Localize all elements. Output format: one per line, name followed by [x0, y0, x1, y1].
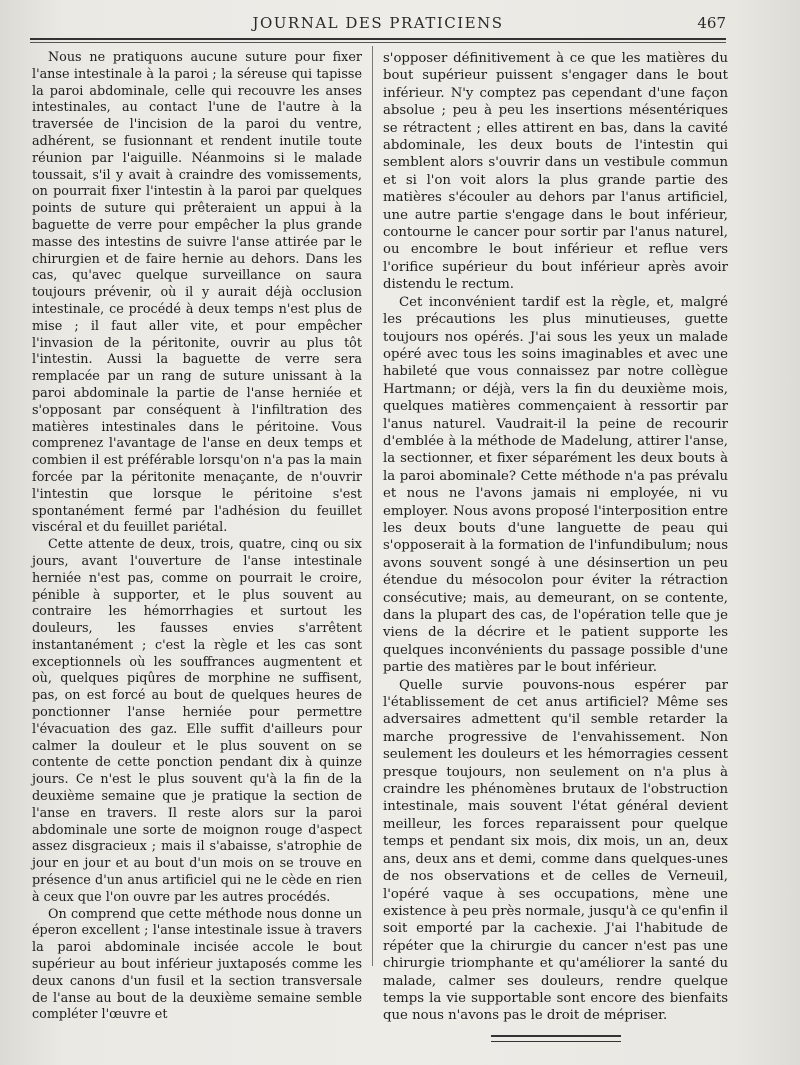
page-header — [30, 14, 726, 36]
header-rule-thin — [30, 42, 726, 43]
paragraph: On comprend que cette méthode nous donne un éperon excellent ; l'anse intestinale issue à travers la paroi abdominale incisée accole le bout supérieur au bout inférieur juxtaposés comme les deux canons d'un fusil et la section transversale de l'anse au bout de la deuxième semaine semble compléter l'œuvre et — [32, 906, 362, 1023]
paragraph: Quelle survie pouvons-nous espérer par l'établissement de cet anus artificiel? Même ses adversaires admettent qu'il semble retarder la marche progressive de l'envahissement. Non seulement les douleurs et les hémorragies cessent presque toujours, non seulement on n'a plus à craindre les phénomènes brutaux de l'obstruction intestinale, mais souvent l'état général devient meilleur, les forces reparaissent pour quelque temps et pendant six mois, dix mois, un an, deux ans, deux ans et demi, comme dans quelques-unes de nos observations et de celles de Verneuil, l'opéré vaque à ses occupations, mène une existence à peu près normale, jusqu'à ce qu'enfin il soit emporté par la cachexie. J'ai l'habitude de répéter que la chirurgie du cancer n'est pas une chirurgie triomphante et qu'améliorer la santé du malade, calmer ses douleurs, rendre quelque temps la vie supportable sont encore des bienfaits que nous n'avons pas le droit de mépriser. — [383, 677, 728, 1024]
header-rule — [30, 38, 726, 40]
column-divider — [372, 46, 373, 966]
right-column — [383, 50, 728, 1042]
left-column — [32, 50, 362, 1024]
paragraph: s'opposer définitivement à ce que les matières du bout supérieur puissent s'engager dans le bout inférieur. N'y comptez pas cependant d'une façon absolue ; peu à peu les insertions mésentériques se rétractent ; elles attirent en bas, dans la cavité abdominale, les deux bouts de l'intestin qui semblent alors s'ouvrir dans un vestibule commun et si l'on voit alors la plus grande partie des matières s'écouler au dehors par l'anus artificiel, une autre partie s'engage dans le bout inférieur, contourne le cancer pour sortir par l'anus naturel, ou encombre le bout inférieur et reflue vers l'orifice supérieur du bout inférieur après avoir distendu le rectum. — [383, 51, 728, 293]
paragraph: Nous ne pratiquons aucune suture pour fixer l'anse intestinale à la paroi ; la séreuse qui tapisse la paroi abdominale, celle qui recouvre les anses intestinales, au contact l'une de l'autre à la traversée de l'incision de la paroi du ventre, adhérent, se fusionnant et rendent inutile toute réunion par l'aiguille. Néanmoins si le malade toussait, s'il y avait à craindre des vomissements, on pourrait fixer l'intestin à la paroi par quelques points de suture qui prêteraient un appui à la baguette de verre pour empêcher la plus grande masse des intestins de suivre l'anse attirée par le chirurgien et de faire hernie au dehors. Dans les cas, qu'avec quelque surveillance on saura toujours prévenir, où il y aurait déjà occlusion intestinale, ce procédé à deux temps n'est plus de mise ; il faut aller vite, et pour empêcher l'invasion de la péritonite, ouvrir au plus tôt l'intestin. Aussi la baguette de verre sera remplacée par un rang de suture unissant à la paroi abdominale la partie de l'anse herniée et s'opposant par conséquent à l'infiltration des matières intestinales dans le péritoine. Vous comprenez l'avantage de l'anse en deux temps et combien il est préférable lorsqu'on n'a pas la main forcée par la péritonite menaçante, de n'ouvrir l'intestin que lorsque le péritoine s'est spontanément fermé par l'adhésion du feuillet viscéral et du feuillet pariétal. — [32, 50, 362, 536]
end-of-article-rule — [491, 1035, 621, 1042]
journal-title: JOURNAL DES PRATICIENS — [252, 14, 504, 32]
paragraph: Cette attente de deux, trois, quatre, cinq ou six jours, avant l'ouverture de l'anse intestinale herniée n'est pas, comme on pourrait le croire, pénible à supporter, et le plus souvent au contraire les hémorrhagies et surtout les douleurs, les fausses envies s'arrêtent instantanément ; c'est la règle et les cas sont exceptionnels où les souffrances augmentent et où, quelques piqûres de morphine ne suffisent, pas, on est forcé au bout de quelques heures de ponctionner l'anse herniée pour permettre l'évacuation des gaz. Elle suffit d'ailleurs pour calmer la douleur et le plus souvent on se contente de cette ponction pendant dix à quinze jours. Ce n'est le plus souvent qu'à la fin de la deuxième semaine que je pratique la section de l'anse en travers. Il reste alors sur la paroi abdominale une sorte de moignon rouge d'aspect assez disgracieux ; mais il s'abaisse, s'atrophie de jour en jour et au bout d'un mois on se trouve en présence d'un anus artificiel qui ne le cède en rien à ceux que l'on ouvre par les autres procédés. — [32, 537, 362, 905]
paragraph: Cet inconvénient tardif est la règle, et, malgré les précautions les plus minutieuses, guette toujours nos opérés. J'ai sous les yeux un malade opéré avec tous les soins imaginables et avec une habileté que vous connaissez par notre collègue Hartmann; or déjà, vers la fin du deuxième mois, quelques matières commençaient à ressortir par l'anus naturel. Vaudrait-il la peine de recourir d'emblée à la méthode de Madelung, attirer l'anse, la sectionner, et fixer séparément les deux bouts à la paroi abominale? Cette méthode n'a pas prévalu et nous ne l'avons jamais ni employée, ni vu employer. Nous avons proposé l'interposition entre les deux bouts d'une languette de peau qui s'opposerait à la formation de l'infundibulum; nous avons souvent songé à une désinsertion un peu étendue du mésocolon pour éviter la rétraction consécutive; mais, au demeurant, on se contente, dans la plupart des cas, de l'opération telle que je viens de la décrire et le patient supporte les quelques inconvénients du passage possible d'une partie des matières par le bout inférieur. — [383, 294, 728, 676]
page-number: 467 — [697, 14, 726, 32]
